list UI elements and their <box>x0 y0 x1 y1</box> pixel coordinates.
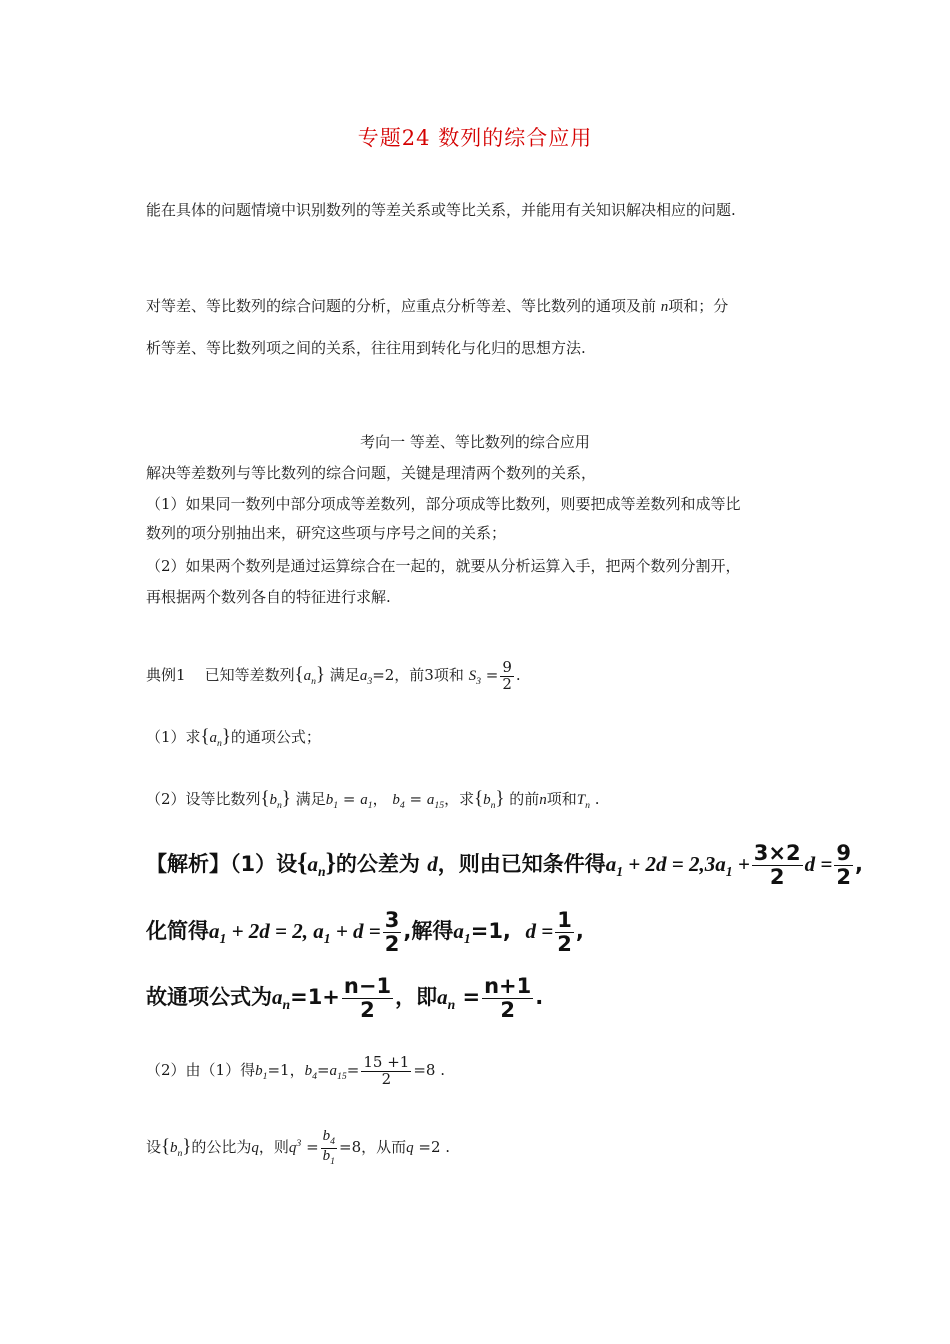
method-point-1-line-2: 数列的项分别抽出来，研究这些项与序号之间的关系； <box>146 524 507 542</box>
fraction-3x2-2: $\frac{3\times 2}{2}$ <box>753 841 801 889</box>
method-point-2-line-2: 再根据两个数列各自的特征进行求解. <box>146 588 391 606</box>
question-1: （1）求$\{a_n\}$的通项公式； <box>146 726 321 749</box>
example-label: 典例1 <box>146 666 186 684</box>
analysis-line-1: 对等差、等比数列的综合问题的分析，应重点分析等差、等比数列的通项及前 n项和；分 <box>146 297 729 315</box>
method-intro: 解决等差数列与等比数列的综合问题，关键是理清两个数列的关系， <box>146 464 597 482</box>
analysis-line-2: 析等差、等比数列项之间的关系，往往用到转化与化归的思想方法. <box>146 339 586 357</box>
solution-line-3: 故通项公式为$a_n=1+$ $\frac{n-1}{2}$ ，即$a_n$ = $\frac{n+1}{2}$ . <box>146 974 544 1022</box>
fraction-9-2-b: $\frac{9}{2}$ <box>836 841 851 889</box>
question-2: （2）设等比数列$\{b_n\}$ 满足$b_1 = a_1$， $b_4 = a_{15}$，求$\{b_n\}$ 的前n项和$T_n$ . <box>146 788 600 811</box>
solution-label: 【解析】 <box>146 852 230 876</box>
fraction-3-2: $\frac{3}{2}$ <box>384 908 400 956</box>
solution-line-1: 【解析】（1）设$\{a_n\}$的公差为 d，则由已知条件得$a_1 + 2d = 2,3a_1$ + $\frac{3\times 2}{2}$ d = $\frac{9}{2}$ , <box>146 841 863 889</box>
fraction-15+1-2: $\frac{15 +1}{2}$ <box>363 1052 410 1088</box>
requirement-text: 能在具体的问题情境中识别数列的等差关系或等比关系，并能用有关知识解决相应的问题. <box>146 201 736 219</box>
example-statement: 典例1 已知等差数列$\{a_n\}$ 满足$a_3=2$，前3项和 $S_3$ = $\frac{9}{2}$ . <box>146 657 521 693</box>
fraction-n-1-2: $\frac{n-1}{2}$ <box>343 974 392 1022</box>
fraction-b4-b1: $\frac{b_4}{b_1}$ <box>322 1128 336 1167</box>
solution-part-2: （2）由（1）得$b_1=1$，$b_4=a_{15}=$ $\frac{15 +1}{2}$ =8 . <box>146 1052 445 1088</box>
page-title: 专题24 数列的综合应用 <box>357 126 593 150</box>
fraction-1-2: $\frac{1}{2}$ <box>557 908 572 956</box>
method-point-1-line-1: （1）如果同一数列中部分项成等差数列，部分项成等比数列，则要把成等差数列和成等比 <box>146 495 741 513</box>
method-point-2-line-1: （2）如果两个数列是通过运算综合在一起的，就要从分析运算入手，把两个数列分割开， <box>146 557 741 575</box>
fraction-9-2: $\frac{9}{2}$ <box>502 657 512 693</box>
solution-line-2: 化简得$a_1 + 2d = 2$, $a_1 + d$ = $\frac{3}{2}$ ,解得$a_1=1$, d = $\frac{1}{2}$ , <box>146 908 584 956</box>
fraction-n+1-2: $\frac{n+1}{2}$ <box>484 974 532 1022</box>
section-heading: 考向一 等差、等比数列的综合应用 <box>360 433 590 451</box>
solution-ratio: 设$\{b_n\}$的公比为q，则$q^3$ = $\frac{b_4}{b_1}$ =8，从而q =2 . <box>146 1128 451 1167</box>
